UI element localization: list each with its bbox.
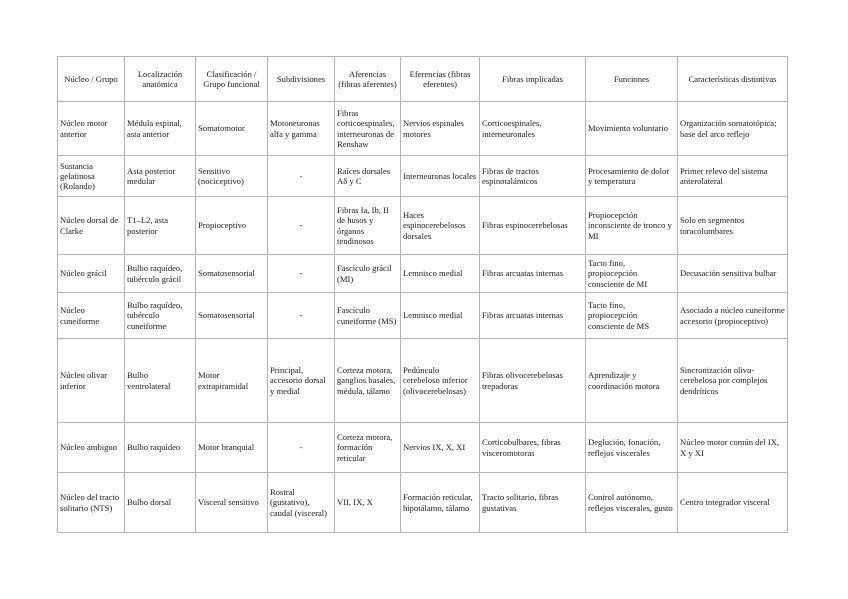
table-row [58,197,788,255]
cell-subdivisiones: Principal, accesorio dorsal y medial [268,339,335,423]
cell-eferencias: Interneuronas locales [401,156,480,197]
table-row [58,473,788,533]
cell-funciones: Movimiento voluntario [586,102,678,156]
table-row [58,156,788,197]
cell-subdivisiones: Motoneuronas alfa y gamma [268,102,335,156]
cell-funciones: Procesamiento de dolor y temperatura [586,156,678,197]
table-header-row [58,57,788,102]
cell-nucleo: Núcleo del tracto solitario (NTS) [58,473,125,533]
cell-eferencias: Lemnisco medial [401,293,480,339]
header-cell-funciones: Funciones [586,57,678,102]
cell-fibras: Tracto solitario, fibras gustativas [480,473,586,533]
cell-eferencias: Formación reticular, hipotálamo, tálamo [401,473,480,533]
cell-clasificacion: Somatosensorial [196,293,268,339]
cell-fibras: Fibras espinocerebelosas [480,197,586,255]
header-cell-subdivisiones: Subdivisiones [268,57,335,102]
cell-subdivisiones: - [268,423,335,473]
cell-aferencias: VII, IX, X [335,473,401,533]
cell-aferencias: Raíces dorsales Aδ y C [335,156,401,197]
table-row [58,102,788,156]
cell-fibras: Corticobulbares, fibras visceromotoras [480,423,586,473]
table-row [58,255,788,293]
cell-caracteristicas: Núcleo motor común del IX, X y XI [678,423,788,473]
cell-eferencias: Haces espinocerebelosos dorsales [401,197,480,255]
table-row [58,339,788,423]
header-cell-eferencias: Eferencias (fibras eferentes) [401,57,480,102]
cell-localizacion: Asta posterior medular [125,156,196,197]
cell-aferencias: Fascículo cuneiforme (MS) [335,293,401,339]
cell-funciones: Aprendizaje y coordinación motora [586,339,678,423]
cell-clasificacion: Motor branquial [196,423,268,473]
cell-caracteristicas: Organización somatotópica; base del arco reflejo [678,102,788,156]
cell-clasificacion: Somatomotor [196,102,268,156]
cell-localizacion: T1–L2, asta posterior [125,197,196,255]
cell-nucleo: Núcleo cuneiforme [58,293,125,339]
cell-eferencias: Nervios espinales motores [401,102,480,156]
cell-clasificacion: Motor extrapiramidal [196,339,268,423]
table-row [58,293,788,339]
cell-nucleo: Núcleo ambiguo [58,423,125,473]
cell-nucleo: Núcleo motor anterior [58,102,125,156]
cell-clasificacion: Visceral sensitivo [196,473,268,533]
cell-funciones: Tacto fino, propiocepción consciente de MI [586,255,678,293]
cell-nucleo: Núcleo olivar inferior [58,339,125,423]
cell-eferencias: Lemnisco medial [401,255,480,293]
cell-clasificacion: Propioceptivo [196,197,268,255]
cell-localizacion: Bulbo raquídeo, tubérculo cuneiforme [125,293,196,339]
cell-funciones: Deglución, fonación, reflejos viscerales [586,423,678,473]
cell-fibras: Fibras de tractos espinotalámicos [480,156,586,197]
cell-subdivisiones: - [268,156,335,197]
cell-subdivisiones: - [268,255,335,293]
cell-funciones: Propiocepción inconsciente de tronco y MI [586,197,678,255]
cell-nucleo: Núcleo dorsal de Clarke [58,197,125,255]
cell-eferencias: Pedúnculo cerebeloso inferior (olivocerebelosas) [401,339,480,423]
cell-aferencias: Fascículo grácil (MI) [335,255,401,293]
cell-caracteristicas: Decusación sensitiva bulbar [678,255,788,293]
cell-aferencias: Corteza motora, ganglios basales, médula, tálamo [335,339,401,423]
header-cell-fibras: Fibras implicadas [480,57,586,102]
cell-caracteristicas: Sincronización olivo-cerebelosa por complejos dendríticos [678,339,788,423]
header-cell-caracteristicas: Características distintivas [678,57,788,102]
cell-subdivisiones: - [268,293,335,339]
cell-aferencias: Fibras corticoespinales, interneuronas de Renshaw [335,102,401,156]
cell-caracteristicas: Primer relevo del sistema anterolateral [678,156,788,197]
header-cell-clasificacion: Clasificación / Grupo funcional [196,57,268,102]
cell-localizacion: Médula espinal, asta anterior [125,102,196,156]
cell-aferencias: Fibras Ia, Ib, II de husos y órganos tendinosos [335,197,401,255]
cell-fibras: Fibras arcuatas internas [480,293,586,339]
cell-funciones: Tacto fino, propiocepción consciente de MS [586,293,678,339]
header-cell-nucleo: Núcleo / Grupo [58,57,125,102]
cell-funciones: Control autónomo, reflejos viscerales, gusto [586,473,678,533]
cell-localizacion: Bulbo dorsal [125,473,196,533]
nuclei-table [57,56,788,533]
cell-eferencias: Nervios IX, X, XI [401,423,480,473]
header-cell-localizacion: Localización anatómica [125,57,196,102]
cell-subdivisiones: Rostral (gustativo), caudal (visceral) [268,473,335,533]
cell-fibras: Corticoespinales, interneuronales [480,102,586,156]
cell-nucleo: Sustancia gelatinosa (Rolando) [58,156,125,197]
cell-aferencias: Corteza motora, formación reticular [335,423,401,473]
cell-caracteristicas: Solo en segmentos toracolumbares [678,197,788,255]
cell-caracteristicas: Asociado a núcleo cuneiforme accesorio (propioceptivo) [678,293,788,339]
cell-localizacion: Bulbo raquídeo [125,423,196,473]
header-cell-aferencias: Aferencias (fibras aferentes) [335,57,401,102]
cell-caracteristicas: Centro integrador visceral [678,473,788,533]
cell-localizacion: Bulbo ventrolateral [125,339,196,423]
cell-fibras: Fibras olivocerebelosas trepadoras [480,339,586,423]
cell-clasificacion: Somatosensorial [196,255,268,293]
cell-nucleo: Núcleo grácil [58,255,125,293]
cell-fibras: Fibras arcuatas internas [480,255,586,293]
cell-subdivisiones: - [268,197,335,255]
table-row [58,423,788,473]
cell-localizacion: Bulbo raquídeo, tubérculo grácil [125,255,196,293]
cell-clasificacion: Sensitivo (nociceptivo) [196,156,268,197]
